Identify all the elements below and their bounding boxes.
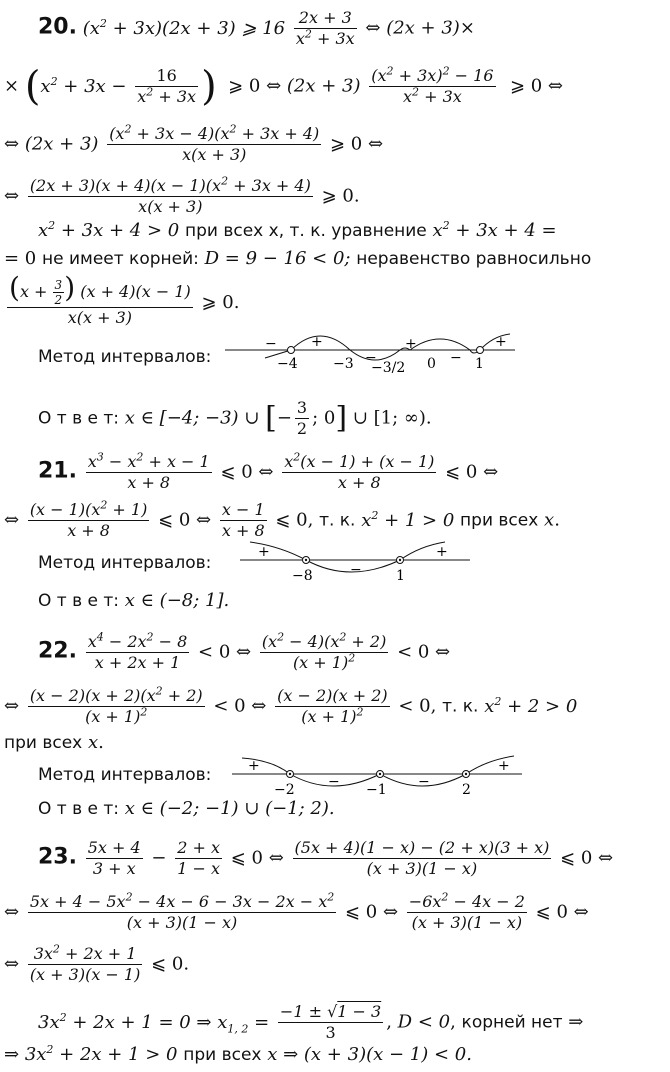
problem-23-line-5: ⇒ $3x^2 + 2x + 1 > 0$ при всех x ⇒ (x + 3)(x − 1) < 0.: [4, 1043, 472, 1065]
problem-20-line-2: × ($x^2 + 3x$ − $\frac{16}{x^2 + 3x}$ ) ⩾ 0 ⇔ (2x + 3) $\frac{(x^2 + 3x)^2 - 16}{x^2 + 3x}$ ⩾ 0 ⇔: [4, 63, 564, 110]
svg-text:+: +: [248, 758, 260, 774]
problem-22-line-1: 22. $\frac{x^4 - 2x^2 - 8}{x + 2x + 1}$ < 0 ⇔ $\frac{(x^2 - 4)(x^2 + 2)}{(x + 1)^2}$ < 0 ⇔: [38, 630, 451, 672]
svg-text:−: −: [350, 562, 362, 578]
problem-20-text-2: = 0 не имеет корней: D = 9 − 16 < 0; неравенство равносильно: [4, 248, 592, 269]
problem-20-line-5: (x + $\frac{3}{2}$ ) (x + 4)(x − 1) x(x + 3) ⩾ 0.: [9, 271, 240, 327]
problem-20-answer: О т в е т: x ∈ [−4; −3) ∪ [− $\frac{3}{2}$ ; 0] ∪ [1; ∞).: [38, 398, 432, 438]
svg-text:+: +: [498, 758, 510, 774]
problem-20-method: Метод интервалов:: [38, 347, 212, 367]
problem-21-method: Метод интервалов:: [38, 553, 212, 573]
point-label: −4: [277, 356, 298, 372]
problem-22-line-3: при всех x.: [4, 732, 104, 753]
svg-text:+: +: [436, 544, 448, 560]
svg-text:−: −: [265, 336, 277, 352]
point-label: 2: [462, 782, 471, 798]
point-label: −2: [274, 782, 295, 798]
problem-21-line-2: ⇔ $\frac{(x - 1)(x^2 + 1)}{x + 8}$ ⩽ 0 ⇔ $\frac{x - 1}{x + 8}$ ⩽ 0, т. к. $x^2 + 1 > 0$ при всех x.: [4, 498, 560, 540]
problem-21-answer: О т в е т: x ∈ (−8; 1].: [38, 590, 230, 611]
problem-20-text-1: $x^2 + 3x + 4 > 0$ при всех x, т. к. уравнение $x^2 + 3x + 4$ =: [38, 219, 557, 241]
problem-20-line-3: ⇔ (2x + 3) $\frac{(x^2 + 3x - 4)(x^2 + 3x + 4)}{x(x + 3)}$ ⩾ 0 ⇔: [4, 122, 384, 164]
problem-20-line-4: ⇔ $\frac{(2x + 3)(x + 4)(x - 1)(x^2 + 3x + 4)}{x(x + 3)}$ ⩾ 0.: [4, 174, 360, 216]
problem-21-line-1: 21. $\frac{x^3 - x^2 + x - 1}{x + 8}$ ⩽ 0 ⇔ $\frac{x^2(x - 1) + (x - 1)}{x + 8}$ ⩽ 0 ⇔: [38, 450, 499, 492]
svg-text:+: +: [311, 334, 323, 350]
point-label: −3: [333, 356, 354, 372]
svg-text:+: +: [258, 544, 270, 560]
interval-diagram-22: [232, 754, 522, 800]
point-label: 1: [475, 356, 484, 372]
interval-diagram-21: [240, 540, 470, 586]
problem-23-line-1: 23. $\frac{5x + 4}{3 + x}$ − $\frac{2 + x}{1 - x}$ ⩽ 0 ⇔ $\frac{(5x + 4)(1 - x) - (2 + x)(3 + x)}{(x + 3)(1 - x)}$ ⩽ 0 ⇔: [38, 838, 614, 878]
problem-22-answer: О т в е т: x ∈ (−2; −1) ∪ (−1; 2).: [38, 798, 335, 819]
interval-diagram-20: [225, 330, 515, 386]
problem-22-method: Метод интервалов:: [38, 765, 212, 785]
point-label: −1: [366, 782, 387, 798]
point-label: 0: [427, 356, 436, 372]
svg-text:−: −: [450, 350, 462, 366]
problem-number: 20.: [38, 14, 77, 40]
problem-23-line-4: $3x^2 + 2x + 1 = 0$ ⇒ $x_{1, 2}$ = $\frac{-1 \pm √1 - 3}{3}$ , D < 0, корней нет ⇒: [38, 1002, 584, 1042]
problem-20-line-1: 20. $(x^2 + 3x)(2x + 3)$ ⩾ 16 $\frac{2x + 3}{x^2 + 3x}$ ⇔ (2x + 3)×: [38, 8, 475, 48]
problem-23-line-2: ⇔ $\frac{5x + 4 - 5x^2 - 4x - 6 - 3x - 2x - x^2}{(x + 3)(1 - x)}$ ⩽ 0 ⇔ $\frac{-6x^2 - 4x - 2}{(x + 3)(1 - x)}$ ⩽ 0 ⇔: [4, 890, 589, 932]
point-label: 1: [396, 568, 405, 584]
svg-text:−: −: [365, 350, 377, 366]
svg-text:−: −: [328, 774, 340, 790]
problem-23-line-3: ⇔ $\frac{3x^2 + 2x + 1}{(x + 3)(x - 1)}$ ⩽ 0.: [4, 942, 190, 984]
svg-text:−: −: [418, 774, 430, 790]
svg-text:+: +: [495, 334, 507, 350]
svg-text:+: +: [405, 336, 417, 352]
point-label: −8: [292, 568, 313, 584]
problem-22-line-2: ⇔ $\frac{(x - 2)(x + 2)(x^2 + 2)}{(x + 1)^2}$ < 0 ⇔ $\frac{(x - 2)(x + 2)}{(x + 1)^2}$ < 0, т. к. $x^2 + 2 > 0$: [4, 684, 578, 726]
point-label: −3/2: [371, 360, 406, 376]
